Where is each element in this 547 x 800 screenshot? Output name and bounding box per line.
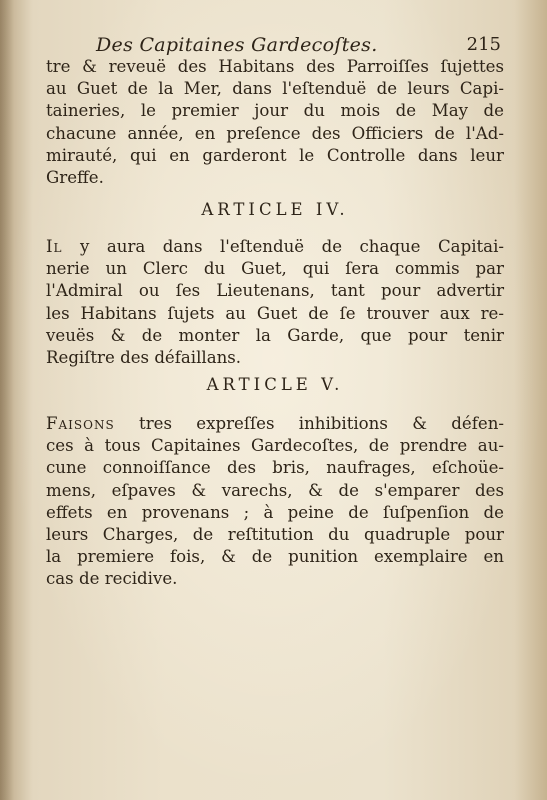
text-line: chacune année, en preſence des Officiers de l'Ad-	[46, 123, 504, 143]
text-line: mens, eſpaves & varechs, & de s'emparer des	[46, 480, 504, 500]
text-line-rest: tres expreſſes inhibitions & défen-	[139, 414, 504, 433]
text-line: Regiſtre des défaillans.	[46, 347, 242, 367]
text-line: les Habitans ſujets au Guet de ſe trouver aux re-	[46, 303, 504, 323]
text-line: cune connoiſſance des bris, naufrages, eſchoüe-	[46, 458, 504, 478]
text-line: mirauté, qui en garderont le Controlle dans leur	[46, 145, 504, 165]
text-line: Greffe.	[46, 167, 104, 187]
text-line: effets en provenans ; à peine de ſuſpenſion de	[46, 502, 504, 522]
text-line: au Guet de la Mer, dans l'eſtenduë de leurs Capi-	[46, 79, 504, 99]
text-line: tre & reveuë des Habitans des Parroiſſes ſujettes	[46, 57, 504, 76]
text-line: taineries, le premier jour du mois de May de	[46, 101, 504, 121]
running-title: Des Capitaines Gardecoſtes.	[96, 34, 378, 56]
article-5-paragraph	[46, 413, 504, 591]
initial-word: Il	[46, 237, 63, 256]
text-line: la premiere fois, & de punition exemplaire en	[46, 547, 504, 567]
text-line: nerie un Clerc du Guet, qui ſera commis par	[46, 259, 504, 279]
text-line-rest: y aura dans l'eſtenduë de chaque Capitai-	[80, 237, 504, 256]
page-number: 215	[466, 34, 501, 55]
text-line: l'Admiral ou ſes Lieutenans, tant pour advertir	[46, 281, 504, 301]
article-4-heading: ARTICLE IV.	[201, 200, 349, 219]
spine-shadow	[0, 0, 14, 800]
running-head	[46, 34, 501, 58]
article-5-heading: ARTICLE V.	[206, 375, 344, 394]
text-line: cas de recidive.	[46, 569, 178, 589]
text-line: ces à tous Capitaines Gardecoſtes, de prendre au-	[46, 436, 504, 456]
text-line: veuës & de monter la Garde, que pour tenir	[46, 325, 504, 345]
text-line	[46, 236, 504, 258]
continuation-paragraph	[46, 56, 504, 189]
article-4-paragraph	[46, 236, 504, 369]
initial-word: Faisons	[46, 414, 115, 433]
text-line: leurs Charges, de reſtitution du quadruple pour	[46, 524, 504, 544]
text-line	[46, 413, 504, 435]
